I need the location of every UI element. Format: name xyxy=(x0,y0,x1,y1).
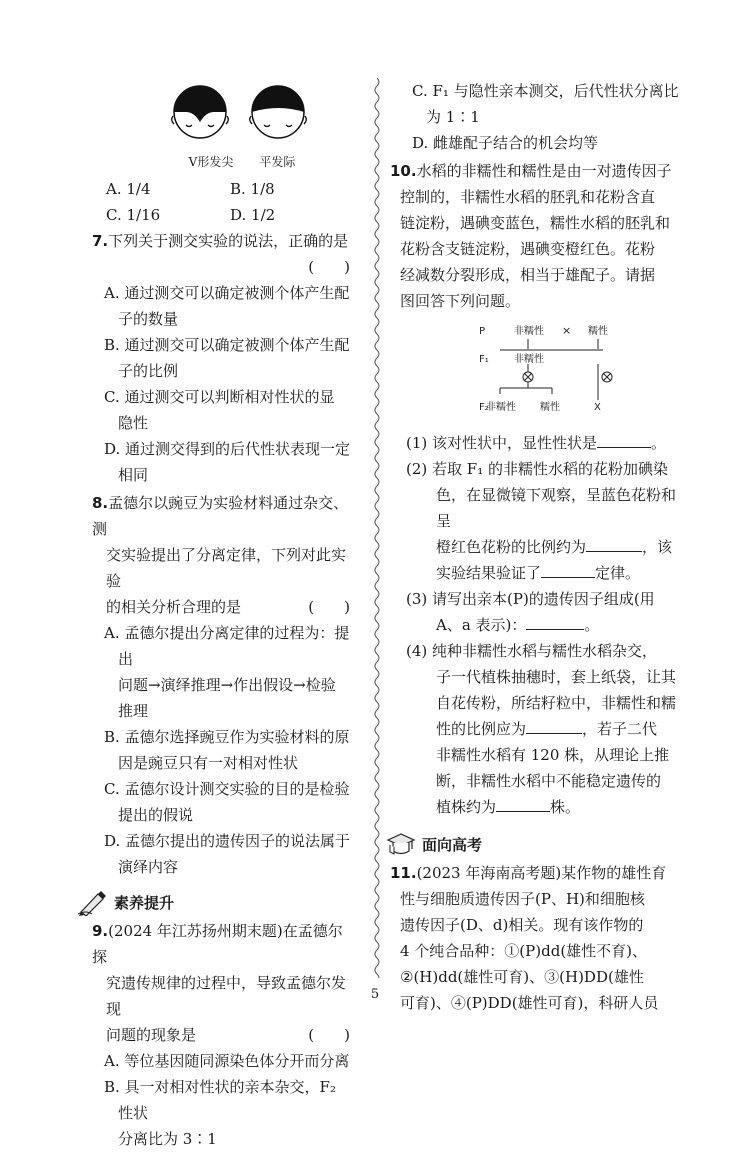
q6-option-a[interactable]: A. 1/4 xyxy=(106,180,151,198)
q10-sub2-blank-ratio[interactable] xyxy=(586,535,642,552)
q10-stem-line1: 水稻的非糯性和糯性是由一对遗传因子 xyxy=(416,162,672,180)
diagram-label-f2: F₂ xyxy=(479,402,489,413)
q8-option-d[interactable]: D. 孟德尔提出的遗传因子的说法属于 演绎内容 xyxy=(104,832,351,876)
section-title-gaokao: 面向高考 xyxy=(422,836,483,854)
diagram-f2-waxy: 糯性 xyxy=(540,402,560,413)
q9-option-b[interactable]: B. 具一对相对性状的亲本杂交，F₂ 性状 分离比为 3∶1 xyxy=(104,1078,336,1148)
q10-stem-line3: 链淀粉，遇碘变蓝色，糯性水稻的胚乳和 xyxy=(400,214,671,232)
q10-sub1-blank[interactable] xyxy=(597,431,651,448)
caption-v-hairline: V形发尖 xyxy=(188,155,234,169)
q10-sub1: (1) 该对性状中，显性性状是 。 xyxy=(400,430,680,456)
q10-sub3-blank[interactable] xyxy=(526,613,584,630)
q11-stem-line3: 遗传因子(D、d)相关。现有该作物的 xyxy=(400,916,644,934)
question-10 xyxy=(390,158,680,820)
q7-answer-paren[interactable]: ( ) xyxy=(308,258,350,276)
q8-option-b[interactable]: B. 孟德尔选择豌豆作为实验材料的原 因是豌豆只有一对相对性状 xyxy=(104,728,350,772)
q11-stem-line5: ②(H)dd(雄性可育)、③(H)DD(雄性 xyxy=(400,968,644,986)
q8-number: 8. xyxy=(92,494,109,512)
section-heading-literacy xyxy=(78,890,354,916)
q8-stem-line2: 交实验提出了分离定律，下列对此实验 xyxy=(106,546,347,590)
q9-number: 9. xyxy=(92,922,109,940)
diagram-cross-symbol: × xyxy=(562,324,572,337)
q11-stem-line2: 性与细胞质遗传因子(P、H)和细胞核 xyxy=(400,890,645,908)
q11-stem-line6: 可育)、④(P)DD(雄性可育)，科研人员 xyxy=(400,994,659,1012)
q6-option-c[interactable]: C. 1/16 xyxy=(106,206,161,224)
q10-sub3: (3) 请写出亲本(P)的遗传因子组成(用 A、a 表示)： 。 xyxy=(406,590,655,634)
q8-option-c[interactable]: C. 孟德尔设计测交实验的目的是检验 提出的假说 xyxy=(104,780,350,824)
q10-stem-line2: 控制的，非糯性水稻的胚乳和花粉含直 xyxy=(400,188,656,206)
q6-option-d[interactable]: D. 1/2 xyxy=(230,206,276,224)
q6-options xyxy=(92,176,354,228)
q11-stem-line4: 4 个纯合品种：①(P)dd(雄性不育)、 xyxy=(400,942,648,960)
q7-option-d[interactable]: D. 通过测交得到的后代性状表现一定 相同 xyxy=(104,440,351,484)
q9-stem-line2: 究遗传规律的过程中，导致孟德尔发现 xyxy=(106,974,347,1018)
hairline-figure xyxy=(142,78,342,170)
q10-sub4: (4) 纯种非糯性水稻与糯性水稻杂交， 子一代植株抽穗时，套上纸袋，让其 自花传粉，所结籽粒中，非糯性和糯 性的比例应为 ，若子二代 非糯性水稻有 120 株，从理论上推 断，非糯性水稻中不能稳定遗传的 植株约为 株。 xyxy=(406,642,677,816)
v-hairline-head xyxy=(172,86,229,138)
straight-hairline-head xyxy=(250,86,307,138)
graduation-cap-icon xyxy=(386,832,416,858)
section-title-literacy: 素养提升 xyxy=(114,894,175,912)
q10-number: 10. xyxy=(390,162,417,180)
q9-stem-line1: (2024 年江苏扬州期末题)在孟德尔探 xyxy=(92,922,343,966)
q10-sub2-blank-law[interactable] xyxy=(541,561,595,578)
diagram-p-waxy: 糯性 xyxy=(588,326,608,337)
diagram-label-p: P xyxy=(479,326,486,337)
q9-option-a[interactable]: A. 等位基因随同源染色体分开而分离 xyxy=(104,1052,350,1070)
q6-option-b[interactable]: B. 1/8 xyxy=(230,180,275,198)
question-7 xyxy=(92,228,354,488)
q9-stem-line3: 问题的现象是 xyxy=(106,1026,197,1044)
q9-option-d[interactable]: D. 雌雄配子结合的机会均等 xyxy=(412,134,599,152)
diagram-label-f1: F₁ xyxy=(479,354,489,365)
rice-cross-diagram xyxy=(400,322,680,422)
diagram-f2-nonwaxy: 非糯性 xyxy=(486,402,516,413)
q7-option-c[interactable]: C. 通过测交可以判断相对性状的显 隐性 xyxy=(104,388,335,432)
q9-option-c[interactable]: C. F₁ 与隐性亲本测交，后代性状分离比 为 1∶1 xyxy=(412,82,679,126)
right-column xyxy=(390,78,680,1016)
q10-stem-line4: 花粉含支链淀粉，遇碘变橙红色。花粉 xyxy=(400,240,656,258)
pencil-icon xyxy=(78,890,108,916)
question-8 xyxy=(92,490,354,880)
q7-stem: 下列关于测交实验的说法，正确的是 xyxy=(108,232,349,250)
q10-stem-line5: 经减数分裂形成，相当于雄配子。请据 xyxy=(400,266,656,284)
q7-option-a[interactable]: A. 通过测交可以确定被测个体产生配 子的数量 xyxy=(104,284,350,328)
q8-answer-paren[interactable]: ( ) xyxy=(308,598,350,616)
column-divider xyxy=(372,78,382,978)
q8-option-a[interactable]: A. 孟德尔提出分离定律的过程为：提出 问题→演绎推理→作出假设→检验 推理 xyxy=(104,624,350,720)
q8-stem-line3: 的相关分析合理的是 xyxy=(106,598,242,616)
q7-option-b[interactable]: B. 通过测交可以确定被测个体产生配 子的比例 xyxy=(104,336,350,380)
q9-answer-paren[interactable]: ( ) xyxy=(308,1026,350,1044)
q10-sub4-blank-count[interactable] xyxy=(496,795,550,812)
section-heading-gaokao xyxy=(386,832,680,858)
q7-number: 7. xyxy=(92,232,109,250)
q11-number: 11. xyxy=(390,864,417,882)
diagram-f1-nonwaxy: 非糯性 xyxy=(514,354,544,365)
q10-sub2: (2) 若取 F₁ 的非糯性水稻的花粉加碘染 色，在显微镜下观察，呈蓝色花粉和呈 橙红色花粉的比例约为 ，该 实验结果验证了 定律。 xyxy=(406,460,677,582)
q11-stem-line1: (2023 年海南高考题)某作物的雄性育 xyxy=(416,864,667,882)
q8-stem-line1: 孟德尔以豌豆为实验材料通过杂交、测 xyxy=(92,494,349,538)
q10-stem-line6: 图回答下列问题。 xyxy=(400,292,521,310)
hairline-heads-illustration xyxy=(142,78,342,142)
q10-sub4-blank-ratio[interactable] xyxy=(526,717,582,734)
diagram-p-nonwaxy: 非糯性 xyxy=(514,326,544,337)
caption-straight-hairline: 平发际 xyxy=(259,155,296,169)
question-9 xyxy=(92,918,354,1152)
diagram-x-unknown: X xyxy=(594,402,601,413)
page-number: 5 xyxy=(370,987,380,1002)
